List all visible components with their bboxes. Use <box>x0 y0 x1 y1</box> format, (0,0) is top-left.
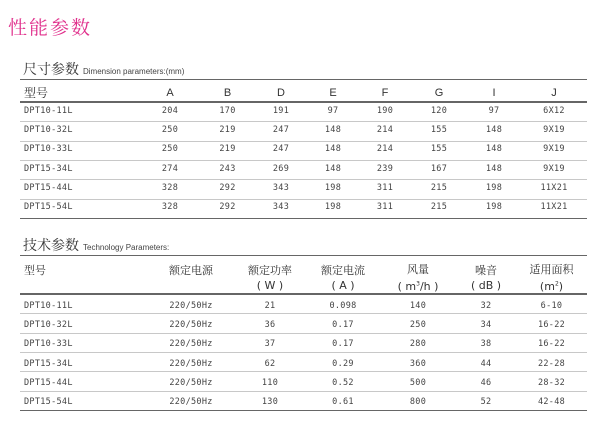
value-cell: 0.098 <box>329 300 357 311</box>
value-cell: 250 <box>161 144 179 155</box>
technology-header-noise <box>456 260 516 296</box>
value-cell: 0.29 <box>332 358 354 369</box>
value-cell: 0.17 <box>332 339 354 350</box>
rated-current-unit: ( A ) <box>331 279 355 292</box>
value-cell: 148 <box>485 124 503 135</box>
value-cell: 148 <box>324 144 342 155</box>
value-cell: 269 <box>272 163 290 174</box>
model-cell: DPT10-32L <box>24 319 73 330</box>
value-cell: 243 <box>219 163 236 174</box>
value-cell: 46 <box>480 377 492 388</box>
model-cell: DPT15-44L <box>24 182 73 193</box>
value-cell: 198 <box>485 202 503 213</box>
value-cell: 328 <box>161 182 179 193</box>
value-cell: 52 <box>480 397 492 408</box>
value-cell: 220/50Hz <box>169 377 213 388</box>
model-cell: DPT10-11L <box>24 300 73 311</box>
value-cell: 148 <box>324 163 342 174</box>
value-cell: 214 <box>376 144 394 155</box>
technology-header-model-label: 型号 <box>24 264 46 277</box>
value-cell: 219 <box>219 124 236 135</box>
value-cell: 42-48 <box>537 397 566 408</box>
value-cell: 220/50Hz <box>169 319 213 330</box>
value-cell: 360 <box>409 358 427 369</box>
value-cell: 280 <box>409 339 427 350</box>
value-cell: 220/50Hz <box>169 397 213 408</box>
value-cell: 170 <box>219 105 236 116</box>
dimension-header-j: J <box>551 86 557 99</box>
technology-header-rule <box>20 293 587 295</box>
value-cell: 198 <box>324 182 342 193</box>
dimension-header-b: B <box>223 86 232 99</box>
dimension-title: 尺寸参数 <box>23 62 79 78</box>
technology-section-title <box>23 235 169 255</box>
technology-header-model <box>20 260 148 296</box>
dimension-bottom-rule <box>20 218 587 219</box>
value-cell: 28-32 <box>537 377 566 388</box>
value-cell: 38 <box>480 339 492 350</box>
value-cell: 500 <box>409 377 427 388</box>
row-separator <box>20 199 587 200</box>
value-cell: 311 <box>376 182 394 193</box>
value-cell: 292 <box>219 202 236 213</box>
value-cell: 220/50Hz <box>169 339 213 350</box>
value-cell: 215 <box>430 182 448 193</box>
table-row <box>20 101 587 120</box>
value-cell: 219 <box>219 144 236 155</box>
value-cell: 11X21 <box>540 182 568 193</box>
technology-header-row <box>20 260 587 296</box>
area-unit: $(m^2)$ <box>539 280 564 294</box>
value-cell: 32 <box>480 300 492 311</box>
technology-header-rated-power <box>234 260 306 296</box>
dimension-header-rule <box>20 101 587 103</box>
value-cell: 9X19 <box>543 124 565 135</box>
value-cell: 0.17 <box>332 319 354 330</box>
value-cell: 198 <box>324 202 342 213</box>
value-cell: 250 <box>409 319 427 330</box>
value-cell: 6-10 <box>540 300 563 311</box>
technology-bottom-rule <box>20 410 587 411</box>
value-cell: 148 <box>485 163 503 174</box>
value-cell: 110 <box>261 377 279 388</box>
value-cell: 343 <box>272 202 290 213</box>
value-cell: 167 <box>430 163 448 174</box>
value-cell: 155 <box>430 124 448 135</box>
rated-power-unit: ( W ) <box>256 279 284 292</box>
technology-header-airflow <box>380 260 456 296</box>
area-label: 适用面积 <box>529 262 574 276</box>
rated-power-label: 额定功率 <box>248 264 292 277</box>
value-cell: 22-28 <box>537 358 566 369</box>
value-cell: 16-22 <box>537 339 566 350</box>
value-cell: 247 <box>272 124 290 135</box>
value-cell: 190 <box>376 105 394 116</box>
row-separator <box>20 121 587 122</box>
model-cell: DPT10-11L <box>24 105 73 116</box>
technology-header-area <box>516 260 587 296</box>
value-cell: 0.61 <box>332 397 354 408</box>
value-cell: 16-22 <box>537 319 566 330</box>
value-cell: 311 <box>376 202 394 213</box>
value-cell: 204 <box>161 105 179 116</box>
airflow-label: 风量 <box>407 262 429 276</box>
technology-header-power-supply-label: 额定电源 <box>169 264 213 277</box>
table-row <box>20 392 587 411</box>
value-cell: 37 <box>264 339 276 350</box>
row-separator <box>20 391 587 392</box>
value-cell: 328 <box>161 202 179 213</box>
row-separator <box>20 333 587 334</box>
value-cell: 191 <box>272 105 290 116</box>
value-cell: 44 <box>480 358 492 369</box>
value-cell: 0.52 <box>332 377 354 388</box>
dimension-table <box>20 84 587 217</box>
value-cell: 274 <box>161 163 179 174</box>
model-cell: DPT15-44L <box>24 377 73 388</box>
value-cell: 148 <box>485 144 503 155</box>
page-title: 性能参数 <box>8 17 93 39</box>
value-cell: 239 <box>376 163 394 174</box>
value-cell: 198 <box>485 182 503 193</box>
dimension-subtitle: Dimension parameters:(mm) <box>83 67 185 76</box>
dimension-header-e: E <box>329 86 337 99</box>
value-cell: 214 <box>376 124 394 135</box>
value-cell: 215 <box>430 202 448 213</box>
rated-current-label: 额定电流 <box>321 264 365 277</box>
value-cell: 343 <box>272 182 290 193</box>
value-cell: 9X19 <box>543 163 565 174</box>
row-separator <box>20 371 587 372</box>
value-cell: 62 <box>264 358 276 369</box>
value-cell: 140 <box>409 300 427 311</box>
model-cell: DPT10-33L <box>24 144 73 155</box>
value-cell: 148 <box>324 124 342 135</box>
value-cell: 220/50Hz <box>169 358 213 369</box>
row-separator <box>20 141 587 142</box>
value-cell: 247 <box>272 144 290 155</box>
value-cell: 97 <box>488 105 500 116</box>
dimension-header-model: 型号 <box>24 86 49 100</box>
table-row <box>20 197 587 216</box>
value-cell: 11X21 <box>540 202 568 213</box>
technology-subtitle: Technology Parameters: <box>83 243 170 252</box>
dimension-header-f: F <box>381 86 389 99</box>
model-cell: DPT15-34L <box>24 358 73 369</box>
model-cell: DPT15-54L <box>24 202 73 213</box>
row-separator <box>20 179 587 180</box>
value-cell: 9X19 <box>543 144 565 155</box>
dimension-header-g: G <box>434 86 444 99</box>
dimension-top-rule <box>20 79 587 80</box>
noise-unit: ( dB ) <box>470 279 502 292</box>
technology-top-rule <box>20 255 587 256</box>
value-cell: 97 <box>327 105 339 116</box>
value-cell: 292 <box>219 182 236 193</box>
model-cell: DPT10-32L <box>24 124 73 135</box>
model-cell: DPT10-33L <box>24 339 73 350</box>
model-cell: DPT15-54L <box>24 397 73 408</box>
value-cell: 21 <box>264 300 276 311</box>
airflow-unit: ( $m^3/h$ ) <box>397 280 439 294</box>
value-cell: 800 <box>409 397 427 408</box>
value-cell: 130 <box>261 397 279 408</box>
dimension-header-d: D <box>277 86 285 99</box>
value-cell: 250 <box>161 124 179 135</box>
table-row <box>20 120 587 139</box>
value-cell: 36 <box>264 319 276 330</box>
row-separator <box>20 313 587 314</box>
row-separator <box>20 352 587 353</box>
technology-table <box>20 260 587 412</box>
row-separator <box>20 160 587 161</box>
model-cell: DPT15-34L <box>24 163 73 174</box>
noise-label: 噪音 <box>475 264 497 277</box>
technology-header-power-supply <box>148 260 234 296</box>
value-cell: 220/50Hz <box>169 300 213 311</box>
technology-title: 技术参数 <box>23 238 79 254</box>
dimension-header-row <box>20 84 587 101</box>
value-cell: 6X12 <box>543 105 565 116</box>
table-row <box>20 159 587 178</box>
dimension-header-i: I <box>492 86 496 99</box>
value-cell: 120 <box>430 105 448 116</box>
dimension-header-a: A <box>166 86 174 99</box>
technology-header-rated-current <box>306 260 380 296</box>
table-row <box>20 140 587 159</box>
dimension-section-title <box>23 59 184 79</box>
value-cell: 155 <box>430 144 448 155</box>
table-row <box>20 178 587 197</box>
value-cell: 34 <box>480 319 492 330</box>
